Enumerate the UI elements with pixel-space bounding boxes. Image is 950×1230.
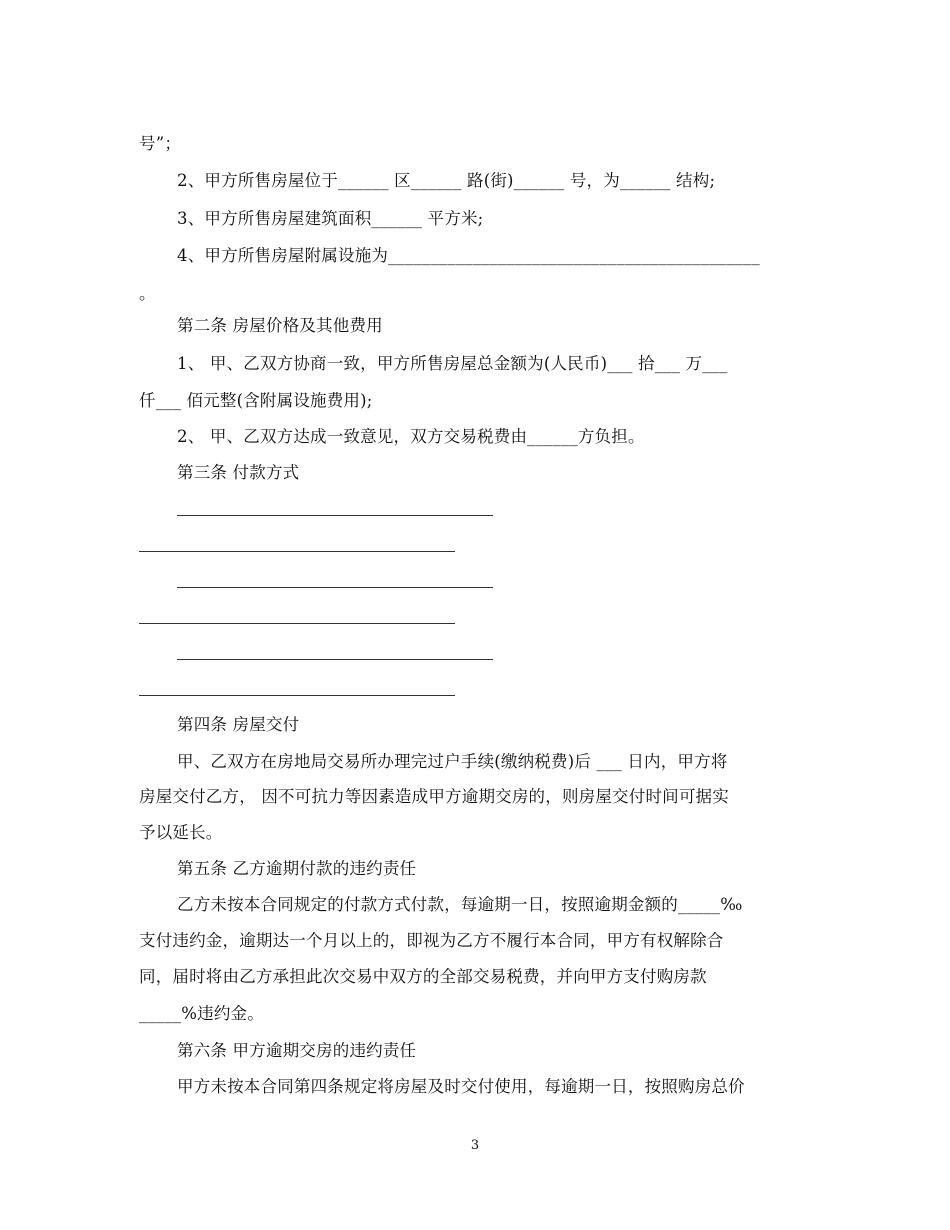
text-line: 1、 甲、乙双方协商一致，甲方所售房屋总金额为(人民币)___ 拾___ 万___ <box>177 354 728 373</box>
text-line: 2、甲方所售房屋位于______ 区______ 路(街)______ 号，为______ 结构; <box>177 171 716 190</box>
text-line: 房屋交付乙方， 因不可抗力等因素造成甲方逾期交房的，则房屋交付时间可据实 <box>139 787 729 806</box>
section-heading: 第二条 房屋价格及其他费用 <box>177 316 383 335</box>
payment-blank-line <box>177 659 493 660</box>
section-heading: 第五条 乙方逾期付款的违约责任 <box>177 859 417 878</box>
text-line: 仟___ 佰元整(含附属设施费用); <box>139 391 373 410</box>
text-line: 支付违约金，逾期达一个月以上的，即视为乙方不履行本合同，甲方有权解除合 <box>139 931 724 950</box>
text-line: 3、甲方所售房屋建筑面积______ 平方米; <box>177 209 484 228</box>
text-line: 2、 甲、乙双方达成一致意见，双方交易税费由______方负担。 <box>177 427 645 446</box>
payment-blank-line <box>139 695 455 696</box>
text-line: _____%违约金。 <box>139 1004 264 1023</box>
text-line: 甲、乙双方在房地局交易所办理完过户手续(缴纳税费)后 ___ 日内，甲方将 <box>177 752 728 771</box>
text-line: 号”； <box>139 134 182 153</box>
text-line: 乙方未按本合同规定的付款方式付款，每逾期一日，按照逾期金额的_____‰ <box>177 895 743 914</box>
text-line: 予以延长。 <box>139 823 223 842</box>
payment-blank-line <box>139 551 455 552</box>
text-line: 4、甲方所售房屋附属设施为____________________________________________ <box>177 246 760 265</box>
text-line: 同，届时将由乙方承担此次交易中双方的全部交易税费，并向甲方支付购房款 <box>139 967 707 986</box>
text-line: 。 <box>139 284 156 303</box>
section-heading: 第六条 甲方逾期交房的违约责任 <box>177 1041 417 1060</box>
text-line: 甲方未按本合同第四条规定将房屋及时交付使用，每逾期一日，按照购房总价 <box>177 1077 745 1096</box>
payment-blank-line <box>177 515 493 516</box>
page-number: 3 <box>470 1138 480 1153</box>
section-heading: 第三条 付款方式 <box>177 463 300 482</box>
payment-blank-line <box>139 623 455 624</box>
payment-blank-line <box>177 587 493 588</box>
section-heading: 第四条 房屋交付 <box>177 715 300 734</box>
